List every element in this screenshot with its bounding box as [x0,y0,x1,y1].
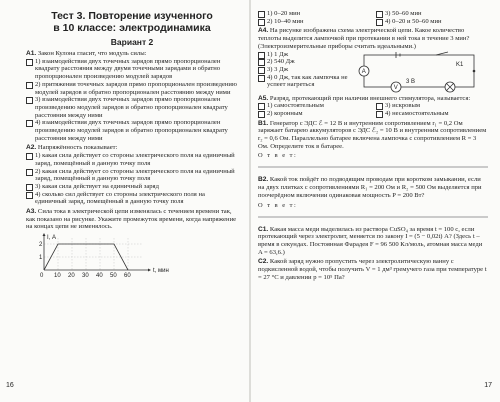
option-label: 1) 1 Дж [267,50,289,58]
switch-label: K1 [456,61,464,68]
x-tick-label: 60 [124,273,131,280]
question-c2-text: Какой заряд нужно пропустить через электролитическую ванну с подкисленной водой, чтобы получить V = 1 дм³ гремучего газа при температуре t = 27 °C и давлении p = 10⁵ Па? [258,258,487,281]
x-tick-label: 30 [82,273,89,280]
question-a4-option-3[interactable] [258,66,358,74]
option-label: 3) какая сила действует на единичный заряд [35,182,159,190]
option-label: 2) притяжения точечных зарядов прямо пропорционален произведению модулей зарядов и обратно пропорционален расстоянию между ними [35,80,237,96]
checkbox[interactable] [258,19,265,26]
question-c1-number: С1. [258,225,269,233]
graph-grid [44,238,142,270]
checkbox[interactable] [26,59,33,66]
question-b1-number: В1. [258,119,269,127]
question-c1 [258,226,488,257]
question-a1-option-2[interactable] [26,81,238,96]
question-a2-number: А2. [26,144,37,152]
question-b2 [258,176,488,223]
question-c1-text: Какая масса меди выделилась из раствора CuSO₄ за время t = 100 с, если протекающий через электролит, меняется по закону I = (5 − 0,02t) А? (Здесь t – время в секундах. Постоянная Фарадея F = 96 500 Кл/моль, атомная масса меди A = 63,6.) [258,225,483,256]
circuit-diagram [358,51,484,93]
question-a1-option-3[interactable] [26,96,238,119]
checkbox[interactable] [376,19,383,26]
question-a2-option-2[interactable] [26,168,238,183]
question-a4 [258,27,488,92]
left-page [0,0,248,402]
graph-x-label: t, мин [153,268,169,275]
test-title-line-2: в 10 классе: электродинамика [53,22,211,34]
question-a2 [26,144,238,206]
question-b1-text: Генератор с ЭДС ℰ = 12 В и внутренним сопротивлением r₁ = 0,2 Ом заряжает батарею аккумуляторов с ЭДС ℰ₂ = 10 В и внутренним сопротивлением r₂ = 0,6 Ом. Параллельно батарее включена лампочка с сопротивлением R = 3 Ом. Определите ток в батарее. [258,119,487,150]
checkbox[interactable] [376,111,383,118]
option-label: 4) несамостоятельным [385,109,449,117]
x-tick-label: 50 [110,273,117,280]
graph-axes [43,233,152,272]
y-axis-arrow [43,233,46,236]
option-label: 2) 10–40 мин [267,17,304,25]
question-a5-number: А5. [258,94,269,102]
x-tick-label: 10 [54,273,61,280]
question-a5-text: Разряд, протекающий при наличии внешнего стимулятора, называется: [269,94,471,102]
question-a4-text: На рисунке изображена схема электрической цепи. Какое количество теплоты выделится лампочкой при протекании в ней тока в течение 3 мин? (Электроизмерительные приборы считать идеальными.) [258,27,470,50]
option-label: 4) 0–20 и 50–60 мин [385,17,442,25]
question-a3-number: А3. [26,208,37,216]
option-label: 1) взаимодействия двух точечных зарядов прямо пропорционален квадрату расстояния между двумя точечными зарядами и обратно пропорционален произведению модулей зарядов [35,57,221,81]
option-label: 2) 540 Дж [267,58,295,66]
question-a1 [26,50,238,142]
option-label: 1) самостоятельным [267,102,324,110]
page-number-right: 17 [484,382,492,389]
question-a5-option-2[interactable] [258,110,370,118]
current-time-graph [30,232,180,282]
ammeter-label: А [361,68,366,75]
question-a3 [26,208,238,231]
answer-label-b1: О т в е т: [258,152,298,160]
variant-heading: Вариант 2 [110,37,154,47]
question-a2-option-1[interactable] [26,152,238,167]
option-label: 4) сколько сил действует со стороны электрического поля на единичный заряд, помещённый в данную точку поля [35,190,205,206]
test-title [26,10,238,34]
question-c2-number: С2. [258,258,269,266]
question-a5-option-4[interactable] [376,110,488,118]
voltmeter-readout: 3 В [406,78,416,85]
question-a3-option-2[interactable] [258,18,370,26]
question-a4-number: А4. [258,27,269,35]
question-a3-option-1[interactable] [258,10,370,18]
x-tick-label: 40 [96,273,103,280]
option-label: 3) взаимодействия двух точечных зарядов прямо пропорционален произведению модулей зарядов и обратно пропорционален квадрату расстояния между ними [35,96,228,119]
checkbox[interactable] [26,120,33,127]
question-a3-option-4[interactable] [376,18,488,26]
option-label: 3) 50–60 мин [385,10,422,17]
answer-label-b2: О т в е т: [258,201,298,209]
question-a5-option-3[interactable] [376,102,488,110]
question-a4-option-4[interactable] [258,74,358,89]
checkbox[interactable] [26,169,33,176]
answer-field-b2[interactable] [258,210,488,224]
y-tick-label: 2 [39,242,43,249]
voltmeter-label: V [393,84,398,91]
option-label: 1) какая сила действует со стороны электрического поля на единичный заряд, помещённый в данную точку поля [35,152,235,167]
page-number-left: 16 [6,382,14,389]
question-c2 [258,258,488,281]
junction-dot [473,69,476,72]
x-axis-arrow [148,269,151,272]
book-spine [249,0,251,402]
x-tick-label: 20 [68,273,75,280]
question-a1-option-4[interactable] [26,119,238,142]
option-label: 3) 3 Дж [267,65,289,73]
question-a1-option-1[interactable] [26,58,238,81]
circuit-loop [361,55,474,87]
question-a1-number: А1. [26,50,37,57]
checkbox[interactable] [26,82,33,89]
question-a2-option-4[interactable] [26,191,238,206]
question-a5 [258,95,488,118]
question-a1-text: Закон Кулона гласит, что модуль силы: [37,50,147,57]
option-label: 4) 0 Дж, так как лампочка не успеет нагреться [267,73,348,89]
question-a2-text: Напряжённость показывает: [37,144,118,152]
answer-field-b1[interactable] [258,160,488,174]
question-a2-option-3[interactable] [26,183,238,191]
question-a5-option-1[interactable] [258,102,370,110]
checkbox[interactable] [258,111,265,118]
question-a4-option-1[interactable] [258,51,358,59]
checkbox[interactable] [26,192,33,199]
switch-k1[interactable] [436,52,448,55]
y-tick-label: 1 [39,255,43,262]
checkbox[interactable] [26,153,33,160]
checkbox[interactable] [26,97,33,104]
option-label: 1) 0–20 мин [267,10,301,17]
question-b1 [258,120,488,175]
question-a3-text: Сила тока в электрической цепи изменялась с течением времени так, как показано на рисунке. Укажите промежуток времени, когда напряжение на концах цепи не изменялось. [26,208,237,231]
checkbox[interactable] [258,75,265,82]
graph-y-label: I, А [47,235,57,242]
question-a3-options [258,10,488,25]
option-label: 2) коронным [267,109,303,117]
question-a4-options [258,51,358,93]
question-b2-number: В2. [258,176,269,184]
option-label: 4) взаимодействия двух точечных зарядов прямо пропорционален произведению модулей зарядов и обратно пропорционален квадрату расстояния между ними [35,119,228,142]
question-a3-option-3[interactable] [376,10,488,18]
question-a4-option-2[interactable] [258,58,358,66]
option-label: 2) какая сила действует со стороны электрического поля на единичный заряд, помещённый в данную точку поля [35,167,235,183]
test-title-line-1: Тест 3. Повторение изученного [51,10,213,22]
x-tick-label: 0 [40,273,44,280]
option-label: 3) искровым [385,102,421,110]
question-b2-text: Какой ток пойдёт по подводящим проводам при коротком замыкании, если на двух плитках с сопротивлениями R₁ = 200 Ом и R₂ = 500 Ом выделяется при поочерёдном включении одинаковая мощность P = 200 Вт? [258,176,482,199]
right-page [252,0,500,402]
